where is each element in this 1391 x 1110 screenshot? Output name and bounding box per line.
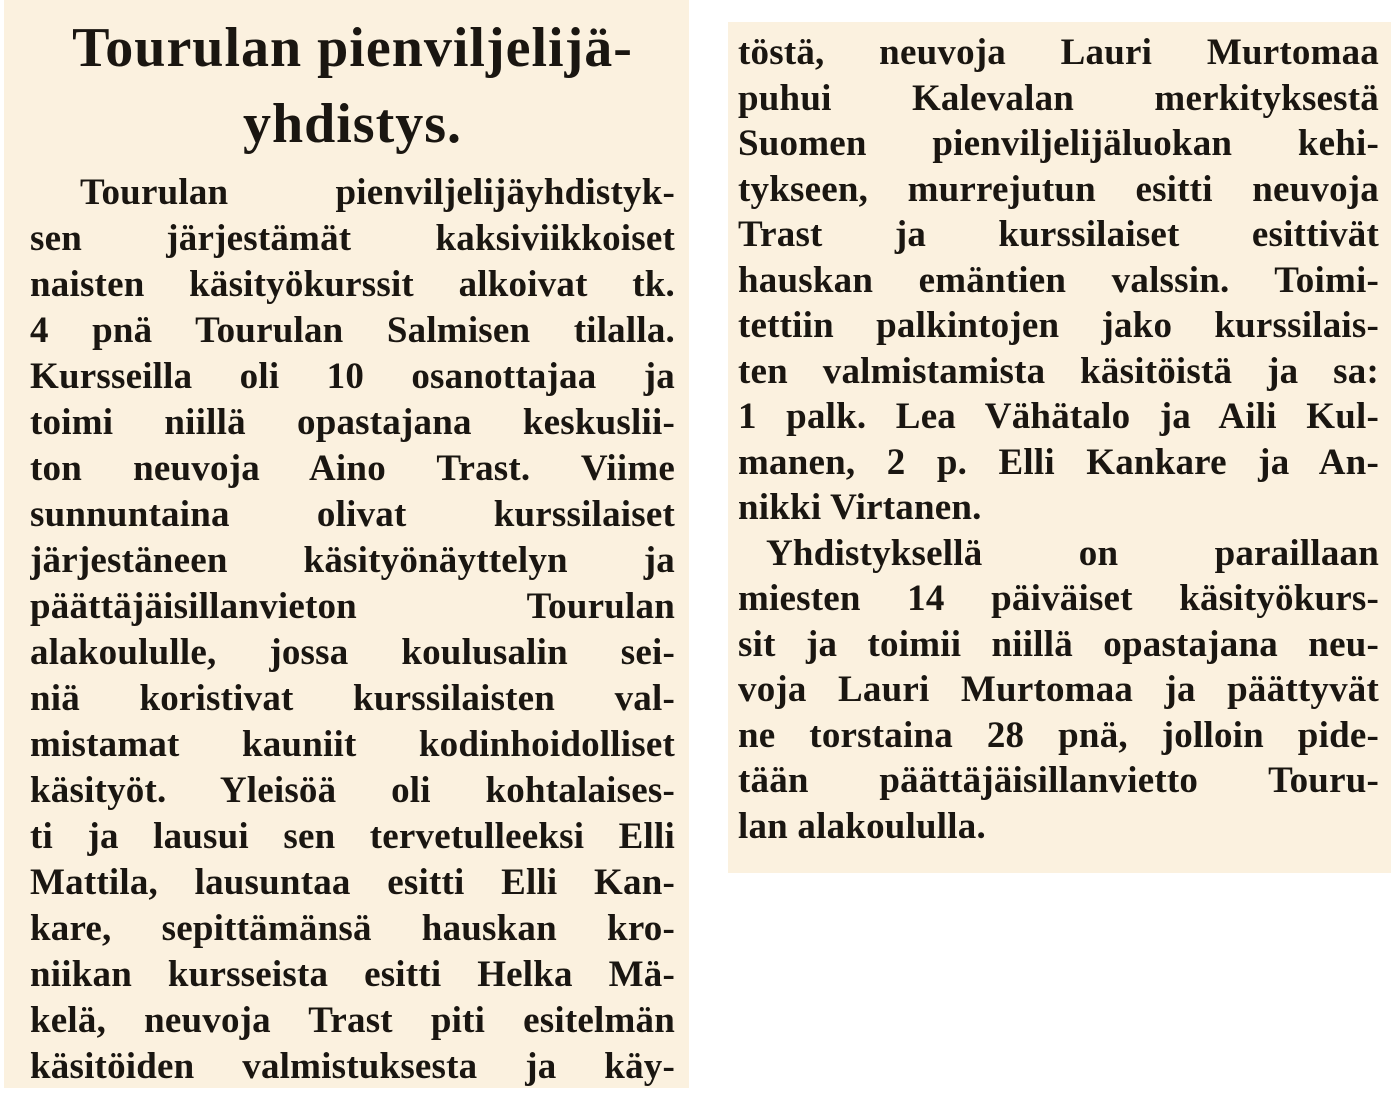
text-line: Yhdistyksellä on paraillaan xyxy=(766,532,1379,574)
text-line: Tourulan pienviljelijäyhdistyk- xyxy=(80,172,675,213)
text-line: järjestäneen käsityönäyttelyn ja xyxy=(30,540,675,581)
text-line: tykseen, murrejutun esitti neuvoja xyxy=(738,168,1379,210)
text-line: käsityöt. Yleisöä oli kohtalaises- xyxy=(30,770,675,811)
text-line: niikan kursseista esitti Helka Mä- xyxy=(30,954,675,995)
text-line: hauskan emäntien valssin. Toimi- xyxy=(738,259,1379,301)
text-line: päättäjäisillanvieton Tourulan xyxy=(30,586,675,627)
text-line: sen järjestämät kaksiviikkoiset xyxy=(30,218,675,259)
text-line: käsitöiden valmistuksesta ja käy- xyxy=(30,1046,675,1087)
text-line: voja Lauri Murtomaa ja päättyvät xyxy=(738,669,1379,710)
text-line: miesten 14 päiväiset käsityökurs- xyxy=(738,578,1379,619)
text-line: töstä, neuvoja Lauri Murtomaa xyxy=(738,32,1379,73)
text-line: toimi niillä opastajana keskuslii- xyxy=(30,402,675,443)
text-line: alakoululle, jossa koulusalin sei- xyxy=(30,632,675,673)
headline-line-2: yhdistys. xyxy=(242,93,463,155)
text-line: puhui Kalevalan merkityksestä xyxy=(738,77,1379,119)
left-column-body xyxy=(30,170,675,1090)
text-line: sit ja toimii niillä opastajana neu- xyxy=(738,623,1379,665)
text-line: 1 palk. Lea Vähätalo ja Aili Kul- xyxy=(738,396,1379,437)
text-line: Suomen pienviljelijäluokan kehi- xyxy=(738,123,1379,164)
text-line: tettiin palkintojen jako kurssilais- xyxy=(738,305,1379,346)
text-line: Kursseilla oli 10 osanottajaa ja xyxy=(30,356,675,397)
text-line: ton neuvoja Aino Trast. Viime xyxy=(30,448,675,489)
text-line: kelä, neuvoja Trast piti esitelmän xyxy=(30,1000,675,1041)
text-line: tään päättäjäisillanvietto Touru- xyxy=(738,760,1379,801)
text-line: ti ja lausui sen tervetulleeksi Elli xyxy=(30,816,675,857)
text-line: kare, sepittämänsä hauskan kro- xyxy=(30,908,675,949)
text-line: lan alakoululla. xyxy=(738,805,986,847)
left-article-clipping xyxy=(4,0,689,1088)
text-line: Mattila, lausuntaa esitti Elli Kan- xyxy=(30,862,675,903)
text-line: ten valmistamista käsitöistä ja sa: xyxy=(738,350,1379,392)
text-line: nikki Virtanen. xyxy=(738,487,982,528)
text-line: niä koristivat kurssilaisten val- xyxy=(30,678,675,719)
text-line: 4 pnä Tourulan Salmisen tilalla. xyxy=(30,310,675,351)
text-line: Trast ja kurssilaiset esittivät xyxy=(738,214,1379,255)
headline-line-1: Tourulan pienviljelijä- xyxy=(72,17,633,79)
text-line: manen, 2 p. Elli Kankare ja An- xyxy=(738,441,1379,483)
text-line: ne torstaina 28 pnä, jolloin pide- xyxy=(738,714,1379,756)
text-line: naisten käsityökurssit alkoivat tk. xyxy=(30,264,675,305)
article-headline xyxy=(30,10,675,162)
right-article-clipping xyxy=(728,22,1391,873)
right-column-body xyxy=(738,30,1379,849)
text-line: sunnuntaina olivat kurssilaiset xyxy=(30,494,675,535)
text-line: mistamat kauniit kodinhoidolliset xyxy=(30,724,675,765)
